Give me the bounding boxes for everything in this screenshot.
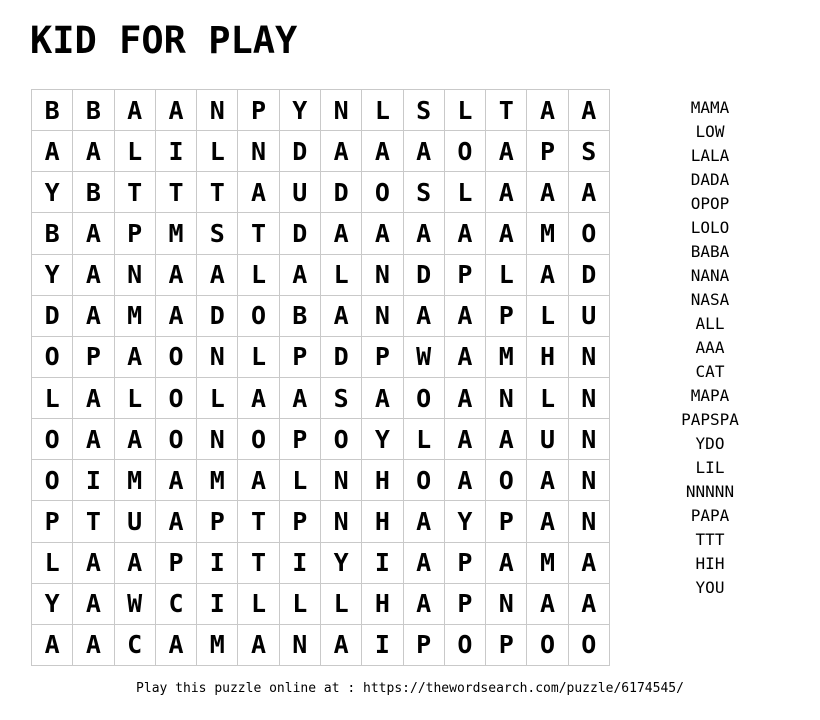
grid-cell[interactable]: A — [403, 501, 444, 542]
grid-cell[interactable]: P — [114, 213, 155, 254]
grid-cell[interactable]: P — [32, 501, 73, 542]
grid-cell[interactable]: O — [403, 377, 444, 418]
grid-cell[interactable]: Y — [32, 583, 73, 624]
word-list-item: BABA — [690, 242, 730, 261]
grid-cell[interactable]: W — [403, 336, 444, 377]
grid-cell[interactable]: A — [486, 542, 527, 583]
grid-cell[interactable]: O — [320, 419, 361, 460]
word-list — [650, 96, 770, 600]
grid-cell[interactable]: A — [444, 336, 485, 377]
grid-cell[interactable]: D — [568, 254, 609, 295]
grid-cell[interactable]: I — [362, 624, 403, 665]
grid-cell[interactable]: A — [73, 542, 114, 583]
grid-cell[interactable]: A — [155, 624, 196, 665]
grid-cell[interactable]: A — [527, 172, 568, 213]
grid-cell[interactable]: D — [279, 131, 320, 172]
grid-cell[interactable]: A — [73, 131, 114, 172]
grid-cell[interactable]: A — [73, 213, 114, 254]
word-list-item: PAPA — [690, 506, 730, 525]
grid-cell[interactable]: T — [155, 172, 196, 213]
word-search-grid — [31, 89, 610, 666]
grid-cell[interactable]: O — [568, 624, 609, 665]
grid-cell[interactable]: A — [320, 295, 361, 336]
grid-cell[interactable]: O — [403, 460, 444, 501]
grid-cell[interactable]: P — [279, 419, 320, 460]
grid-cell[interactable]: C — [114, 624, 155, 665]
grid-row — [32, 501, 610, 542]
grid-cell[interactable]: A — [155, 254, 196, 295]
word-list-item: ALL — [695, 314, 725, 333]
grid-cell[interactable]: H — [362, 501, 403, 542]
grid-cell[interactable]: Y — [32, 172, 73, 213]
grid-cell[interactable]: A — [320, 131, 361, 172]
grid-cell[interactable]: W — [114, 583, 155, 624]
grid-cell[interactable]: N — [197, 419, 238, 460]
grid-cell[interactable]: A — [568, 542, 609, 583]
grid-cell[interactable]: L — [527, 377, 568, 418]
grid-cell[interactable]: A — [238, 172, 279, 213]
word-list-item: LOW — [695, 122, 725, 141]
word-list-item: NNNNN — [685, 482, 735, 501]
grid-cell[interactable]: O — [238, 419, 279, 460]
grid-row — [32, 336, 610, 377]
grid-row — [32, 254, 610, 295]
grid-cell[interactable]: A — [73, 624, 114, 665]
word-list-item: PAPSPA — [681, 410, 739, 429]
grid-cell[interactable]: L — [444, 90, 485, 131]
grid-cell[interactable]: T — [486, 90, 527, 131]
grid-cell[interactable]: N — [279, 624, 320, 665]
word-list-item: LALA — [690, 146, 730, 165]
grid-cell[interactable]: A — [238, 624, 279, 665]
grid-row — [32, 172, 610, 213]
word-list-item: CAT — [695, 362, 725, 381]
grid-cell[interactable]: A — [155, 90, 196, 131]
grid-cell[interactable]: N — [486, 377, 527, 418]
grid-cell[interactable]: L — [114, 377, 155, 418]
grid-cell[interactable]: H — [362, 460, 403, 501]
grid-cell[interactable]: A — [238, 460, 279, 501]
grid-row — [32, 583, 610, 624]
grid-cell[interactable]: A — [527, 501, 568, 542]
grid-cell[interactable]: A — [568, 172, 609, 213]
grid-cell[interactable]: A — [403, 583, 444, 624]
grid-cell[interactable]: P — [527, 131, 568, 172]
grid-cell[interactable]: M — [527, 213, 568, 254]
grid-cell[interactable]: I — [73, 460, 114, 501]
grid-row — [32, 90, 610, 131]
grid-cell[interactable]: O — [155, 336, 196, 377]
grid-cell[interactable]: O — [238, 295, 279, 336]
grid-cell[interactable]: A — [73, 254, 114, 295]
grid-cell[interactable]: I — [197, 542, 238, 583]
grid-cell[interactable]: N — [197, 90, 238, 131]
grid-cell[interactable]: P — [279, 336, 320, 377]
grid-cell[interactable]: B — [279, 295, 320, 336]
grid-cell[interactable]: B — [73, 172, 114, 213]
grid-row — [32, 213, 610, 254]
grid-cell[interactable]: A — [444, 213, 485, 254]
grid-cell[interactable]: L — [279, 583, 320, 624]
grid-cell[interactable]: A — [114, 419, 155, 460]
grid-cell[interactable]: N — [568, 377, 609, 418]
grid-cell[interactable]: L — [238, 583, 279, 624]
word-list-item: NASA — [690, 290, 730, 309]
grid-cell[interactable]: P — [279, 501, 320, 542]
grid-row — [32, 377, 610, 418]
grid-cell[interactable]: O — [486, 460, 527, 501]
grid-cell[interactable]: N — [568, 460, 609, 501]
grid-cell[interactable]: D — [32, 295, 73, 336]
grid-cell[interactable]: A — [73, 377, 114, 418]
grid-cell[interactable]: A — [568, 583, 609, 624]
grid-cell[interactable]: U — [568, 295, 609, 336]
grid-row — [32, 460, 610, 501]
grid-cell[interactable]: Y — [32, 254, 73, 295]
word-list-item: YDO — [695, 434, 725, 453]
grid-row — [32, 419, 610, 460]
grid-cell[interactable]: D — [197, 295, 238, 336]
grid-cell[interactable]: A — [279, 254, 320, 295]
grid-cell[interactable]: M — [486, 336, 527, 377]
grid-cell[interactable]: P — [486, 624, 527, 665]
grid-cell[interactable]: A — [444, 460, 485, 501]
grid-cell[interactable]: N — [486, 583, 527, 624]
word-list-item: TTT — [695, 530, 725, 549]
grid-cell[interactable]: U — [527, 419, 568, 460]
grid-cell[interactable]: T — [197, 172, 238, 213]
grid-cell[interactable]: P — [403, 624, 444, 665]
grid-cell[interactable]: T — [238, 213, 279, 254]
grid-cell[interactable]: P — [362, 336, 403, 377]
grid-cell[interactable]: A — [527, 254, 568, 295]
grid-cell[interactable]: P — [197, 501, 238, 542]
grid-cell[interactable]: I — [197, 583, 238, 624]
grid-row — [32, 131, 610, 172]
grid-cell[interactable]: L — [403, 419, 444, 460]
grid-cell[interactable]: A — [238, 377, 279, 418]
grid-cell[interactable]: P — [73, 336, 114, 377]
grid-row — [32, 624, 610, 665]
grid-cell[interactable]: H — [527, 336, 568, 377]
grid-cell[interactable]: O — [362, 172, 403, 213]
grid-cell[interactable]: L — [114, 131, 155, 172]
grid-cell[interactable]: B — [32, 213, 73, 254]
grid-cell[interactable]: L — [486, 254, 527, 295]
grid-cell[interactable]: A — [114, 90, 155, 131]
grid-cell[interactable]: L — [197, 131, 238, 172]
grid-cell[interactable]: A — [486, 213, 527, 254]
grid-cell[interactable]: P — [486, 501, 527, 542]
grid-cell[interactable]: A — [486, 172, 527, 213]
grid-cell[interactable]: I — [155, 131, 196, 172]
grid-cell[interactable]: U — [114, 501, 155, 542]
grid-cell[interactable]: A — [444, 295, 485, 336]
word-list-item: OPOP — [690, 194, 730, 213]
grid-cell[interactable]: T — [114, 172, 155, 213]
grid-cell[interactable]: C — [155, 583, 196, 624]
grid-cell[interactable]: A — [73, 295, 114, 336]
grid-cell[interactable]: A — [73, 419, 114, 460]
grid-cell[interactable]: S — [320, 377, 361, 418]
grid-cell[interactable]: O — [155, 419, 196, 460]
grid-row — [32, 295, 610, 336]
grid-row — [32, 542, 610, 583]
word-list-item: NANA — [690, 266, 730, 285]
word-list-item: LOLO — [690, 218, 730, 237]
grid-cell[interactable]: Y — [362, 419, 403, 460]
grid-cell[interactable]: A — [155, 460, 196, 501]
grid-cell[interactable]: L — [279, 460, 320, 501]
footer-text: Play this puzzle online at : — [136, 681, 364, 696]
grid-cell[interactable]: T — [238, 542, 279, 583]
grid-cell[interactable]: D — [320, 172, 361, 213]
grid-cell[interactable]: O — [527, 624, 568, 665]
grid-cell[interactable]: D — [279, 213, 320, 254]
grid-cell[interactable]: D — [403, 254, 444, 295]
grid-cell[interactable]: S — [568, 131, 609, 172]
grid-cell[interactable]: A — [403, 542, 444, 583]
grid-cell[interactable]: L — [320, 254, 361, 295]
grid-cell[interactable]: A — [73, 583, 114, 624]
grid-cell[interactable]: N — [320, 460, 361, 501]
grid-cell[interactable]: N — [320, 501, 361, 542]
word-list-item: DADA — [690, 170, 730, 189]
grid-cell[interactable]: M — [527, 542, 568, 583]
grid-cell[interactable]: N — [362, 295, 403, 336]
grid-cell[interactable]: A — [486, 131, 527, 172]
grid-cell[interactable]: A — [197, 254, 238, 295]
grid-cell[interactable]: B — [73, 90, 114, 131]
grid-cell[interactable]: A — [155, 295, 196, 336]
grid-cell[interactable]: P — [444, 583, 485, 624]
grid-cell[interactable]: B — [32, 90, 73, 131]
grid-cell[interactable]: O — [32, 336, 73, 377]
grid-cell[interactable]: N — [238, 131, 279, 172]
grid-cell[interactable]: A — [403, 131, 444, 172]
grid-cell[interactable]: A — [362, 131, 403, 172]
grid-cell[interactable]: I — [362, 542, 403, 583]
grid-cell[interactable]: P — [444, 542, 485, 583]
grid-cell[interactable]: A — [527, 460, 568, 501]
grid-cell[interactable]: S — [197, 213, 238, 254]
word-list-item: AAA — [695, 338, 725, 357]
grid-cell[interactable]: N — [568, 336, 609, 377]
grid-cell[interactable]: M — [155, 213, 196, 254]
puzzle-title: KID FOR PLAY — [30, 19, 298, 62]
grid-cell[interactable]: N — [320, 90, 361, 131]
grid-cell[interactable]: L — [238, 336, 279, 377]
grid-cell[interactable]: N — [568, 419, 609, 460]
grid-cell[interactable]: O — [155, 377, 196, 418]
grid-cell[interactable]: N — [197, 336, 238, 377]
grid-cell[interactable]: P — [155, 542, 196, 583]
grid-cell[interactable]: O — [32, 419, 73, 460]
grid-cell[interactable]: A — [279, 377, 320, 418]
word-list-item: MAMA — [690, 98, 730, 117]
grid-cell[interactable]: L — [527, 295, 568, 336]
word-list-item: YOU — [695, 578, 725, 597]
grid-cell[interactable]: T — [73, 501, 114, 542]
word-list-item: MAPA — [690, 386, 730, 405]
grid-cell[interactable]: L — [32, 542, 73, 583]
grid-cell[interactable]: A — [320, 624, 361, 665]
grid-cell[interactable]: L — [444, 172, 485, 213]
grid-cell[interactable]: S — [403, 90, 444, 131]
grid-cell[interactable]: A — [486, 419, 527, 460]
grid-cell[interactable]: Y — [320, 542, 361, 583]
footer-note — [0, 680, 820, 698]
grid-cell[interactable]: P — [238, 90, 279, 131]
grid-cell[interactable]: L — [238, 254, 279, 295]
grid-cell[interactable]: I — [279, 542, 320, 583]
grid-cell[interactable]: A — [114, 542, 155, 583]
grid-cell[interactable]: O — [568, 213, 609, 254]
grid-cell[interactable]: A — [32, 624, 73, 665]
grid-cell[interactable]: A — [568, 90, 609, 131]
grid-cell[interactable]: M — [197, 624, 238, 665]
grid-cell[interactable]: A — [527, 583, 568, 624]
grid-cell[interactable]: L — [197, 377, 238, 418]
grid-cell[interactable]: A — [527, 90, 568, 131]
grid-cell[interactable]: Y — [279, 90, 320, 131]
grid-cell[interactable]: D — [320, 336, 361, 377]
grid-cell[interactable]: Y — [444, 501, 485, 542]
grid-cell[interactable]: N — [362, 254, 403, 295]
grid-cell[interactable]: O — [444, 624, 485, 665]
grid-cell[interactable]: L — [320, 583, 361, 624]
grid-cell[interactable]: A — [114, 336, 155, 377]
grid-cell[interactable]: A — [362, 377, 403, 418]
grid-cell[interactable]: H — [362, 583, 403, 624]
grid-cell[interactable]: M — [114, 295, 155, 336]
grid-cell[interactable]: U — [279, 172, 320, 213]
footer-url[interactable]: https://thewordsearch.com/puzzle/6174545/ — [363, 681, 684, 696]
grid-cell[interactable]: P — [444, 254, 485, 295]
grid-cell[interactable]: A — [444, 419, 485, 460]
grid-cell[interactable]: A — [155, 501, 196, 542]
grid-cell[interactable]: O — [444, 131, 485, 172]
grid-cell[interactable]: M — [197, 460, 238, 501]
grid-cell[interactable]: S — [403, 172, 444, 213]
grid-cell[interactable]: O — [32, 460, 73, 501]
grid-cell[interactable]: L — [362, 90, 403, 131]
grid-cell[interactable]: T — [238, 501, 279, 542]
grid-cell[interactable]: A — [403, 213, 444, 254]
word-list-item: HIH — [695, 554, 725, 573]
grid-cell[interactable]: L — [32, 377, 73, 418]
grid-cell[interactable]: N — [568, 501, 609, 542]
grid-cell[interactable]: P — [486, 295, 527, 336]
grid-cell[interactable]: A — [320, 213, 361, 254]
grid-cell[interactable]: A — [362, 213, 403, 254]
grid-cell[interactable]: A — [32, 131, 73, 172]
grid-cell[interactable]: A — [403, 295, 444, 336]
word-list-item: LIL — [695, 458, 725, 477]
grid-cell[interactable]: A — [444, 377, 485, 418]
grid-cell[interactable]: M — [114, 460, 155, 501]
grid-cell[interactable]: N — [114, 254, 155, 295]
